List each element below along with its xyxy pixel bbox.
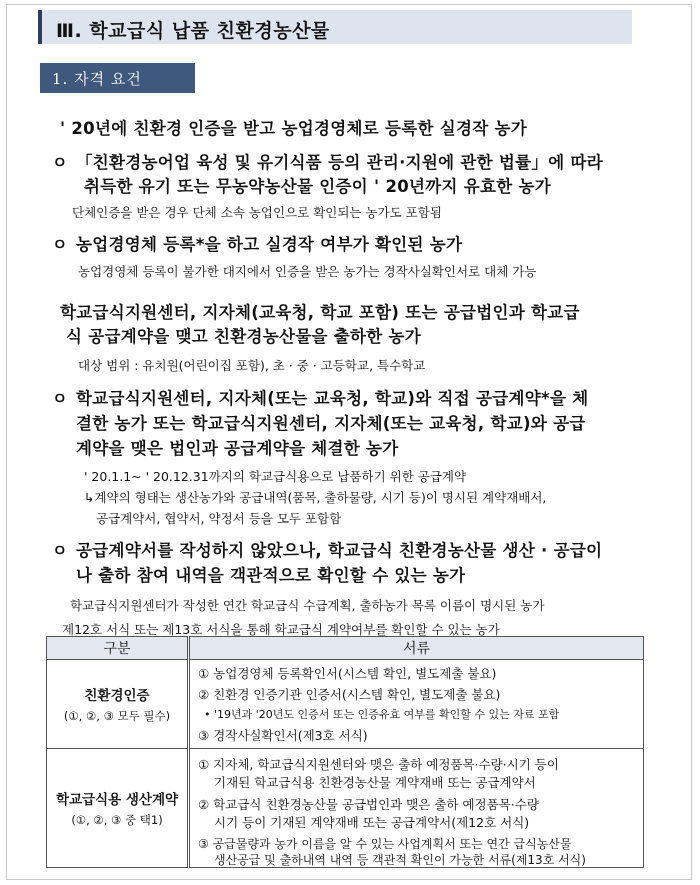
- requirement-line: 학교급식지원센터, 지자체(교육청, 학교 포함) 또는 공급법인과 학교급: [60, 303, 580, 322]
- note-line: ' 20.1.1~ ' 20.12.31까지의 학교급식용으로 납품하기 위한 공급계약: [84, 469, 467, 484]
- requirement-line: 공급계약서를 작성하지 않았으나, 학교급식 친환경농산물 생산 · 공급이: [76, 541, 603, 560]
- note-line: 단체인증을 받은 경우 단체 소속 농업인으로 확인되는 농가도 포함됨: [72, 205, 442, 220]
- document-item: 시기 등이 기재된 계약재배 또는 공급계약서(제12호 서식): [214, 815, 530, 830]
- document-item: ② 친환경 인증기관 인증서(시스템 확인, 별도제출 불요): [198, 687, 501, 702]
- requirement-line: ' 20년에 친환경 인증을 받고 농업경영체로 등록한 실경작 농가: [60, 119, 528, 138]
- table-row: [47, 660, 644, 749]
- section-header: [38, 10, 632, 44]
- section-title: Ⅲ. 학교급식 납품 친환경농산물: [56, 20, 330, 42]
- documents-table: [46, 636, 644, 868]
- document-item: ② 학교급식 친환경농산물 공급법인과 맺은 출하 예정품목·수량: [198, 797, 539, 812]
- document-item: ③ 경작사실확인서(제3호 서식): [198, 728, 368, 743]
- requirement-line: 농업경영체 등록*을 하고 실경작 여부가 확인된 농가: [76, 235, 463, 254]
- subsection-header: [40, 63, 195, 93]
- requirement-line: 계약을 맺은 법인과 공급계약을 체결한 농가: [76, 439, 399, 458]
- row-category-cell: [47, 749, 189, 868]
- note-line: 학교급식지원센터가 작성한 연간 학교급식 수급계획, 출하농가 목록 이름이 명시된 농가: [70, 598, 545, 613]
- table-row: [47, 749, 644, 868]
- table-header-category: 구분: [47, 637, 189, 660]
- bullet-icon: ㅇ: [52, 389, 68, 408]
- requirement-line: 식 공급계약을 맺고 친환경농산물을 출하한 농가: [66, 327, 422, 346]
- document-item: 기재된 학교급식용 친환경농산물 계약재배 또는 공급계약서: [214, 775, 536, 790]
- bullet-icon: ㅇ: [52, 235, 68, 254]
- row-documents-cell: [189, 660, 644, 749]
- document-item: ③ 공급물량과 농가 이름을 알 수 있는 사업계획서 또는 연간 급식농산물: [198, 837, 572, 851]
- note-line: ↳계약의 형태는 생산농가와 공급내역(품목, 출하물량, 시기 등)이 명시된 계약재배서,: [84, 490, 547, 505]
- table-header-documents: 서류: [189, 637, 644, 660]
- document-item: ① 지자체, 학교급식지원센터와 맺은 출하 예정품목·수량·시기 등이: [198, 757, 559, 772]
- note-line: 대상 범위 : 유치원(어린이집 포함), 초 · 중 · 고등학교, 특수학교: [78, 358, 426, 373]
- row-category-note: (①, ②, ③ 모두 필수): [63, 709, 171, 723]
- row-category-note: (①, ②, ③ 중 택1): [71, 813, 163, 827]
- requirement-line: 취득한 유기 또는 무농약농산물 인증이 ' 20년까지 유효한 농가: [84, 177, 552, 196]
- row-category: 친환경인증: [84, 688, 150, 704]
- document-item: ① 농업경영체 등록확인서(시스템 확인, 별도제출 불요): [198, 666, 497, 681]
- row-category: 학교급식용 생산계약: [55, 792, 179, 808]
- document-note: • '19년과 '20년도 인증서 또는 인증유효 여부를 확인할 수 있는 자료 포함: [204, 708, 560, 721]
- requirement-line: 나 출하 참여 내역을 객관적으로 확인할 수 있는 농가: [76, 566, 466, 585]
- bullet-icon: ㅇ: [52, 153, 68, 172]
- row-category-cell: [47, 660, 189, 749]
- table-header-row: [47, 637, 644, 660]
- note-line: 공급계약서, 협약서, 약정서 등을 모두 포함함: [96, 511, 342, 526]
- requirement-line: 학교급식지원센터, 지자체(또는 교육청, 학교)와 직접 공급계약*을 체: [76, 389, 589, 408]
- subsection-title: 1. 자격 요건: [52, 70, 142, 88]
- bullet-icon: ㅇ: [52, 541, 68, 560]
- row-documents-cell: [189, 749, 644, 868]
- note-line: 농업경영체 등록이 불가한 대지에서 인증을 받은 농가는 경작사실확인서로 대체 가능: [78, 264, 537, 279]
- requirement-line: 「친환경농어업 육성 및 유기식품 등의 관리·지원에 관한 법률」에 따라: [76, 153, 603, 172]
- requirement-line: 결한 농가 또는 학교급식지원센터, 지자체(또는 교육청, 학교)와 공급: [76, 414, 586, 433]
- note-line: 제12호 서식 또는 제13호 서식을 통해 학교급식 계약여부를 확인할 수 있는 농가: [62, 622, 500, 637]
- document-item: 생산공급 및 출하내역 내역 등 객관적 확인이 가능한 서류(제13호 서식): [214, 853, 586, 867]
